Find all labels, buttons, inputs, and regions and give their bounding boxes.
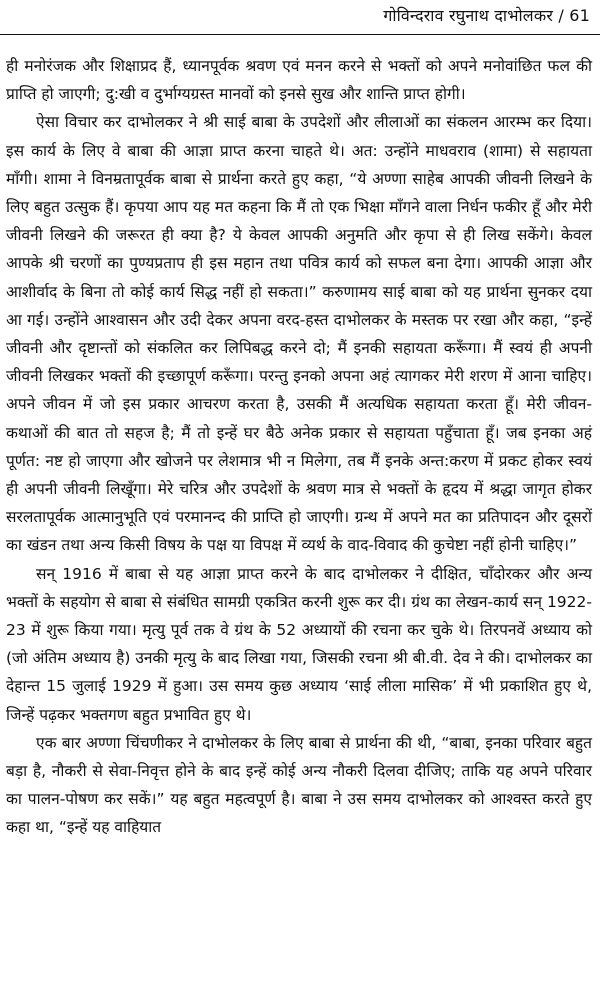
header-rule [0,34,600,35]
paragraph-anna-prayer: एक बार अण्णा चिंचणीकर ने दाभोलकर के लिए बाबा से प्रार्थना की थी, “बाबा, इनका परिवार बहुत बड़ा है, नौकरी से सेवा-निवृत्त होने के बाद इन्हें कोई अन्य नौकरी दिलवा दीजिए; ताकि यह अपने परिवार का पालन-पोषण कर सकें।” यह बहुत महत्वपूर्ण है। बाबा ने उस समय दाभोलकर को आश्वस्त करते हुए कहा था, “इन्हें यह वाहियात [6,733,592,837]
paragraph-continuation: ही मनोरंजक और शिक्षाप्रद हैं, ध्यानपूर्वक श्रवण एवं मनन करने से भक्तों को अपने मनोवांछित फल की प्राप्ति हो जाएगी; दु:खी व दुर्भाग्यग्रस्त मानवों को इनसे सुख और शान्ति प्राप्त होगी। [6,57,592,104]
paragraph-compilation-request: ऐसा विचार कर दाभोलकर ने श्री साई बाबा के उपदेशों और लीलाओं का संकलन आरम्भ कर दिया। इस कार्य के लिए वे बाबा की आज्ञा प्राप्त करना चाहते थे। अत: उन्होंने माधवराव (शामा) से सहायता माँगी। शामा ने विनम्रतापूर्वक बाबा से प्रार्थना करते हुए कहा, “ये अण्णा साहेब आपकी जीवनी लिखने के लिए बहुत उत्सुक हैं। कृपया आप यह मत कहना कि मैं तो एक भिक्षा माँगने वाला निर्धन फकीर हूँ और मेरी जीवनी लिखने की जरूरत ही क्या है? ये केवल आपकी अनुमति और कृपा से ही लिख सकेंगे। केवल आपके श्री चरणों का पुण्यप्रताप ही इस महान तथा पवित्र कार्य को सफल बना देगा। आपकी आज्ञा और आशीर्वाद के बिना तो कोई कार्य सिद्ध नहीं हो सकता।” करुणामय साई बाबा को यह प्रार्थना सुनकर दया आ गई। उन्होंने आश्वासन और उदी देकर अपना वरद-हस्त दाभोलकर के मस्तक पर रखा और कहा, “इन्हें जीवनी और दृष्टान्तों को संकलित कर लिपिबद्ध करने दो; मैं इनकी सहायता करूँगा। मैं स्वयं ही अपनी जीवनी लिखकर भक्तों की इच्छापूर्ण करूँगा। परन्तु इनको अपना अहं त्यागकर मेरी शरण में आना चाहिए। अपने जीवन में जो इस प्रकार आचरण करता है, उसकी मैं अत्यधिक सहायता करता हूँ। मेरी जीवन-कथाओं की बात तो सहज है; मैं तो इन्हें घर बैठे अनेक प्रकार से सहायता पहुँचाता हूँ। जब इनका अहं पूर्णत: नष्ट हो जाएगा और खोजने पर लेशमात्र भी न मिलेगा, तब मैं इनके अन्त:करण में प्रकट होकर स्वयं ही अपनी जीवनी लिखूँगा। मेरे चरित्र और उपदेशों के श्रवण मात्र से भक्तों के हृदय में श्रद्धा जागृत होकर सरलतापूर्वक आत्मानुभूति एवं परमानन्द की प्राप्ति हो जाएगी। ग्रन्थ में अपने मत का प्रतिपादन और दूसरों का खंडन तथा अन्य किसी विषय के पक्ष या विपक्ष में व्यर्थ के वाद-विवाद की कुचेष्टा नहीं होनी चाहिए।” [6,113,592,555]
body-text [6,52,592,842]
running-header: गोविन्दराव रघुनाथ दाभोलकर / 61 [383,6,590,25]
paragraph-writing-history: सन् 1916 में बाबा से यह आज्ञा प्राप्त करने के बाद दाभोलकर ने दीक्षित, चाँदोरकर और अन्य भक्तों के सहयोग से बाबा से संबंधित सामग्री एकत्रित करनी शुरू कर दी। ग्रंथ का लेखन-कार्य सन् 1922-23 में शुरू किया गया। मृत्यु पूर्व तक वे ग्रंथ के 52 अध्यायों की रचना कर चुके थे। तिरपनवें अध्याय को (जो अंतिम अध्याय है) उनकी मृत्यु के बाद लिखा गया, जिसकी रचना श्री बी.वी. देव ने की। दाभोलकर का देहान्त 15 जुलाई 1929 में हुआ। उस समय कुछ अध्याय ‘साई लीला मासिक’ में भी प्रकाशित हुए थे, जिन्हें पढ़कर भक्तगण बहुत प्रभावित हुए थे। [6,564,592,724]
